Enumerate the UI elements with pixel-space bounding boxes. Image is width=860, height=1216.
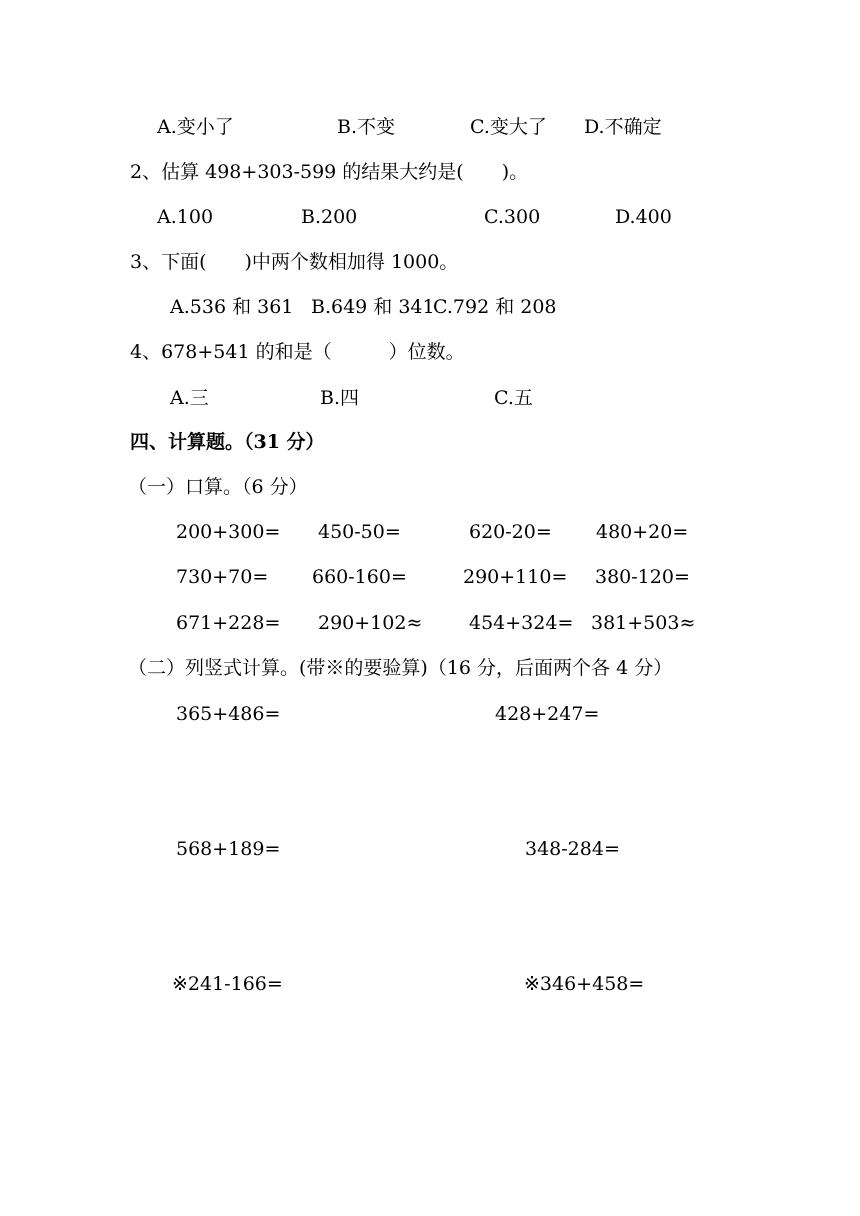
column-problem: 568+189= bbox=[176, 838, 281, 860]
column-problem-verify: ※346+458= bbox=[524, 973, 645, 995]
oral-problem: 290+102≈ bbox=[318, 612, 423, 634]
column-problem: 428+247= bbox=[495, 703, 600, 725]
q4-option-c: C.五 bbox=[494, 387, 533, 409]
q4-option-a: A.三 bbox=[170, 387, 209, 409]
oral-problem: 730+70= bbox=[176, 566, 269, 588]
q4-option-b: B.四 bbox=[320, 387, 360, 409]
oral-problem: 381+503≈ bbox=[591, 612, 696, 634]
q3-option-a: A.536 和 361 bbox=[170, 296, 294, 318]
q3-stem: 3、下面( )中两个数相加得 1000。 bbox=[130, 251, 459, 273]
q3-option-b: B.649 和 341 bbox=[311, 296, 435, 318]
column-problem: 365+486= bbox=[176, 703, 281, 725]
q3-option-c: C.792 和 208 bbox=[433, 296, 557, 318]
q2-option-a: A.100 bbox=[157, 206, 214, 228]
q2-option-d: D.400 bbox=[615, 206, 672, 228]
column-problem: 348-284= bbox=[525, 838, 620, 860]
oral-problem: 454+324= bbox=[469, 612, 574, 634]
part1-title: （一）口算。（6 分） bbox=[128, 476, 308, 498]
q1-option-c: C.变大了 bbox=[470, 116, 547, 138]
oral-problem: 450-50= bbox=[318, 521, 401, 543]
oral-problem: 380-120= bbox=[595, 566, 690, 588]
oral-problem: 290+110= bbox=[463, 566, 568, 588]
column-problem-verify: ※241-166= bbox=[172, 973, 283, 995]
q1-option-a: A.变小了 bbox=[157, 116, 234, 138]
q2-option-c: C.300 bbox=[484, 206, 541, 228]
section-4-title: 四、计算题。（31 分） bbox=[130, 431, 325, 453]
q1-option-b: B.不变 bbox=[337, 116, 396, 138]
part2-title: （二）列竖式计算。(带※的要验算)（16 分，后面两个各 4 分） bbox=[128, 657, 673, 679]
q2-option-b: B.200 bbox=[301, 206, 358, 228]
oral-problem: 200+300= bbox=[176, 521, 281, 543]
q1-option-d: D.不确定 bbox=[584, 116, 662, 138]
oral-problem: 660-160= bbox=[312, 566, 407, 588]
q4-stem: 4、678+541 的和是（ ）位数。 bbox=[130, 341, 465, 363]
oral-problem: 671+228= bbox=[176, 612, 281, 634]
q2-stem: 2、估算 498+303-599 的结果大约是( )。 bbox=[130, 161, 529, 183]
oral-problem: 480+20= bbox=[596, 521, 689, 543]
oral-problem: 620-20= bbox=[469, 521, 552, 543]
